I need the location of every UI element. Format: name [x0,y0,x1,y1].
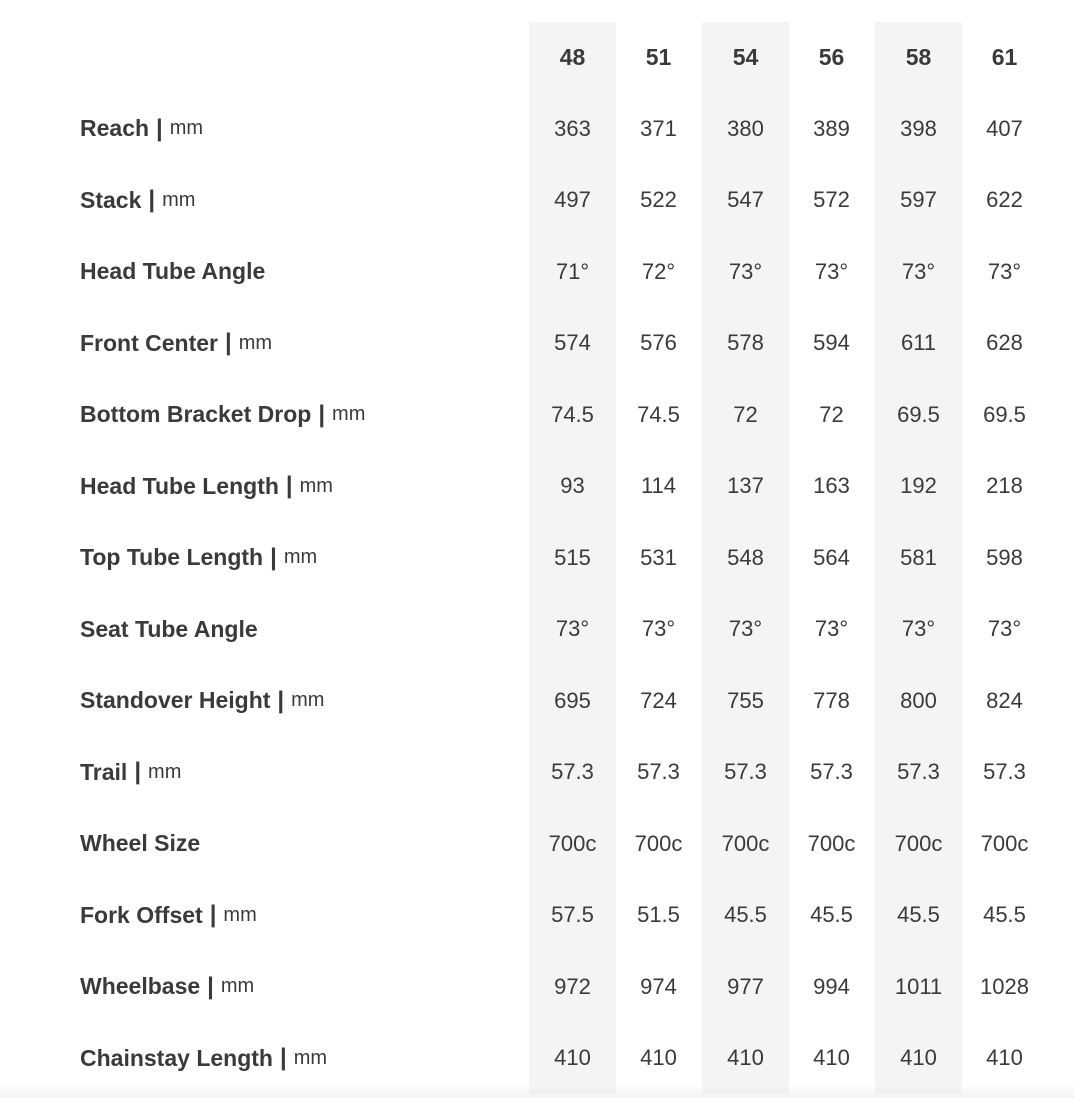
table-cell: 611 [900,330,937,356]
row-label [80,808,200,880]
table-cell: 977 [727,973,764,999]
row-label [80,93,203,165]
size-header-cell: 54 [732,44,759,70]
table-cell: 93 [560,473,585,499]
table-cell: 73° [728,258,763,284]
table-cell: 71° [555,258,590,284]
geometry-table [0,22,1074,1094]
table-cell: 700c [807,830,856,856]
table-cell: 73° [901,258,936,284]
table-cell: 410 [986,1045,1023,1071]
table-cell: 380 [727,115,764,141]
table-row [0,379,1074,451]
table-row [0,594,1074,666]
row-label-name: Wheel Size [80,830,201,857]
table-cell: 576 [640,330,677,356]
table-cell: 594 [813,330,850,356]
size-header-cell: 56 [818,44,845,70]
table-cell: 69.5 [983,401,1026,427]
row-label-unit: mm [293,1046,328,1069]
table-cell: 581 [900,544,937,570]
size-header-cell: 61 [991,44,1018,70]
table-cell: 69.5 [897,401,940,427]
table-cell: 574 [554,330,591,356]
table-cell: 73° [987,616,1022,642]
size-header-cell: 51 [645,44,672,70]
row-label-name: Reach [80,115,150,142]
table-cell: 800 [900,687,937,713]
table-cell: 218 [986,473,1023,499]
table-cell: 755 [727,687,764,713]
row-label-unit: mm [169,117,204,140]
table-cell: 547 [727,187,764,213]
row-label-unit: mm [148,760,182,783]
table-row [0,522,1074,594]
table-cell: 700c [980,830,1029,856]
table-cell: 1011 [894,973,943,999]
row-label [80,379,365,451]
row-label [80,594,258,666]
row-label [80,236,265,308]
table-row [0,451,1074,523]
table-row [0,93,1074,165]
table-cell: 597 [900,187,937,213]
unit-separator: | [270,543,277,571]
unit-separator: | [207,972,214,1000]
table-row [0,737,1074,809]
table-cell: 73° [728,616,763,642]
table-cell: 497 [554,187,591,213]
table-cell: 74.5 [637,401,680,427]
unit-separator: | [318,400,326,428]
table-cell: 548 [727,544,764,570]
unit-separator: | [225,329,232,357]
row-label-name: Seat Tube Angle [80,615,258,642]
table-cell: 410 [640,1045,677,1071]
table-cell: 572 [813,187,850,213]
table-cell: 695 [554,687,591,713]
row-label-name: Fork Offset [80,901,203,928]
table-cell: 410 [727,1045,764,1071]
row-label-unit: mm [291,689,325,712]
table-row [0,236,1074,308]
row-label-name: Head Tube Length [80,472,279,499]
table-cell: 1028 [980,973,1029,999]
row-label-name: Front Center [80,329,218,356]
table-cell: 45.5 [810,902,853,928]
row-label [80,665,324,737]
table-cell: 578 [727,330,764,356]
table-cell: 73° [555,616,590,642]
row-label-name: Trail [80,758,128,785]
table-cell: 410 [900,1045,937,1071]
unit-separator: | [279,1044,287,1072]
table-cell: 972 [554,973,591,999]
unit-separator: | [156,114,163,142]
table-cell: 72 [819,401,844,427]
row-label [80,308,272,380]
table-cell: 73° [814,616,849,642]
size-header-cell: 58 [905,44,932,70]
table-row [0,951,1074,1023]
table-cell: 622 [986,187,1023,213]
table-cell: 57.5 [551,902,594,928]
table-cell: 531 [640,544,677,570]
table-cell: 407 [986,115,1023,141]
table-cell: 74.5 [551,401,594,427]
table-cell: 73° [987,258,1022,284]
table-cell: 389 [813,115,850,141]
row-label-name: Head Tube Angle [80,258,266,285]
bottom-fade [0,1084,1074,1098]
row-label [80,451,333,523]
table-cell: 371 [640,115,677,141]
row-label [80,880,257,952]
table-cell: 72 [733,401,758,427]
row-label-unit: mm [332,403,366,426]
table-cell: 192 [900,473,937,499]
table-cell: 57.3 [724,759,767,785]
table-cell: 73° [641,616,676,642]
table-cell: 824 [986,687,1023,713]
unit-separator: | [134,758,142,786]
row-label-name: Standover Height [80,687,271,714]
table-cell: 72° [641,258,676,284]
table-cell: 137 [727,473,764,499]
table-cell: 700c [634,830,683,856]
table-cell: 410 [813,1045,850,1071]
table-cell: 515 [554,544,591,570]
row-label-name: Wheelbase [80,973,201,1000]
table-cell: 628 [986,330,1023,356]
table-row [0,808,1074,880]
unit-separator: | [277,686,285,714]
table-cell: 163 [813,473,850,499]
row-label-unit: mm [299,474,333,497]
table-cell: 57.3 [637,759,680,785]
unit-separator: | [209,901,217,929]
table-cell: 45.5 [983,902,1026,928]
size-header-row [0,22,1074,93]
table-cell: 398 [900,115,937,141]
table-cell: 522 [640,187,677,213]
row-label [80,951,254,1023]
table-cell: 974 [640,973,677,999]
table-cell: 778 [813,687,850,713]
row-label-name: Stack [80,186,142,213]
table-row [0,665,1074,737]
table-cell: 57.3 [551,759,594,785]
table-cell: 598 [986,544,1023,570]
table-row [0,165,1074,237]
table-cell: 700c [548,830,597,856]
table-cell: 45.5 [897,902,940,928]
table-row [0,880,1074,952]
row-label-unit: mm [220,975,255,998]
table-cell: 114 [640,473,677,499]
row-label-unit: mm [162,188,196,211]
table-cell: 57.3 [983,759,1026,785]
table-cell: 73° [814,258,849,284]
table-cell: 51.5 [637,902,680,928]
row-label-name: Chainstay Length [80,1044,273,1071]
table-cell: 564 [813,544,850,570]
row-label-unit: mm [238,331,273,354]
table-cell: 45.5 [724,902,767,928]
row-label-name: Bottom Bracket Drop [80,401,312,428]
table-cell: 994 [813,973,850,999]
size-header-cell: 48 [559,44,586,70]
table-cell: 57.3 [897,759,940,785]
row-label-name: Top Tube Length [80,544,264,571]
unit-separator: | [285,472,293,500]
row-label-unit: mm [223,903,257,926]
table-cell: 410 [554,1045,591,1071]
row-label-unit: mm [283,546,318,569]
table-cell: 724 [640,687,677,713]
row-label [80,737,181,809]
row-label [80,165,195,237]
table-cell: 700c [894,830,943,856]
unit-separator: | [148,186,156,214]
table-cell: 73° [901,616,936,642]
table-cell: 57.3 [810,759,853,785]
table-cell: 700c [721,830,770,856]
table-row [0,308,1074,380]
row-label [80,522,317,594]
table-cell: 363 [554,115,591,141]
